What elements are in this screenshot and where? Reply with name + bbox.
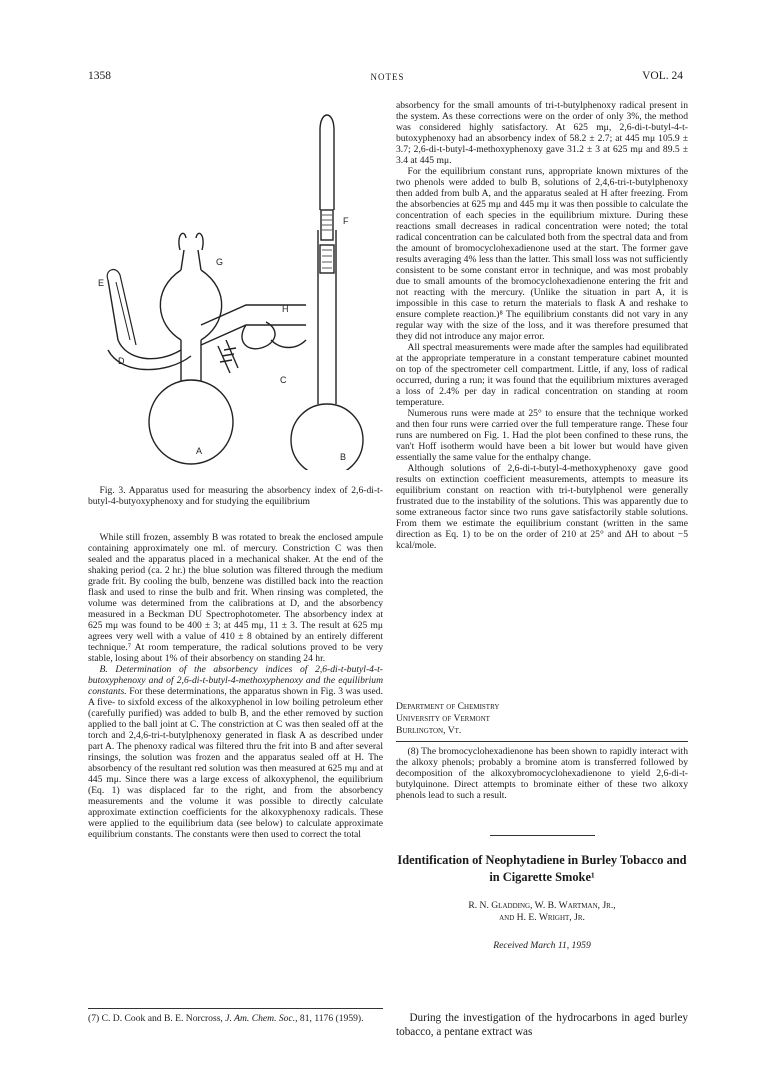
institution-address — [396, 701, 499, 737]
authors-line-2: and H. E. Wright, Jr. — [499, 912, 585, 923]
left-column — [88, 532, 383, 840]
department: Department of Chemistry — [396, 701, 500, 712]
label-b: B — [340, 452, 347, 462]
footnote-8 — [396, 746, 688, 801]
article-authors — [396, 900, 688, 924]
footnote-rule — [396, 741, 688, 742]
flask-b — [291, 404, 363, 470]
figure-caption: Fig. 3. Apparatus used for measuring the absorbency index of 2,6-di-t-butyl-4-butyoxyphenoxy and for studying the equilibrium — [88, 485, 383, 507]
label-a: A — [196, 446, 203, 456]
paragraph-body: For these determinations, the apparatus shown in Fig. 3 was used. A five- to sixfold excess of the alkoxyphenol in low boiling petroleum ether (carefully purified) was added to bulb B, and the ether removed by suction applied to the ball joint at C. The constriction at C was then sealed off at the torch and 2,4,6-tri-t-butylphenoxy generated in flask A as described under part A. The phenoxy radical was filtered thru the frit into B and after several rinsings, the solution was frozen and the apparatus sealed off at H. The absorbency of the resultant red solution was then measured at 625 mμ and at 445 mμ. Since there was a large excess of alkoxyphenol, the equilibrium (Eq. 1) was displaced far to the right, and from the absorbency measurements and the volume it was possible to directly calculate approximate extinction coefficients for the alkoxyphenoxy radicals. These were applied to the equilibrium data (see below) to calculate approximate equilibrium constants. The constants were then used to correct the total — [88, 686, 383, 840]
article-separator — [490, 835, 595, 836]
flask-b-neck — [318, 330, 336, 404]
label-h: H — [282, 304, 289, 314]
bulb-g — [160, 270, 221, 340]
apparatus-figure — [96, 100, 376, 470]
paragraph: For the equilibrium constant runs, appropriate known mixtures of the two phenols were added to bulb B, solutions of 2,4,6-tri-t-butylphenoxy then added from bulb A, and the apparatus sealed at H after freezing. From the absorbencies at 625 mμ and 445 mμ it was then possible to calculate the concentration of each species in the equilibrium mixture. During these reactions small decreases in radical concentration were noted; the total radical concentration can be calculated both from the spectral data and from the amount of bromocyclohexadienone used at the start. The former gave results averaging 4% less than the latter. This small loss was not sufficiently consistent to be some constant error in technique, and was most probably due to small amounts of the bromocyclohexadienone entering the frit and not reacting with the mercury. (Unlike the situation in part A, it is impossible in this case to return the materials to flask A and reshake to ensure complete reaction.)⁸ The equilibrium constants did not vary in any regular way with the size of the loss, and it was therefore presumed that they did not introduce any major error. — [396, 166, 688, 342]
article-first-paragraph: During the investigation of the hydrocarbons in aged burley tobacco, a pentane extract was — [396, 1012, 688, 1038]
paragraph — [88, 664, 383, 840]
footnote-journal: J. Am. Chem. Soc., — [225, 1013, 298, 1024]
article-title: Identification of Neophytadiene in Burley Tobacco and in Cigarette Smoke¹ — [397, 853, 687, 884]
paragraph: Although solutions of 2,6-di-t-butyl-4-methoxyphenoxy gave good results on extinction coefficient measurements, attempts to measure its equilibrium constant on reaction with tri-t-butylphenol were generally frustrated due to the instability of the solutions. This was apparently due to some extraneous factor since two runs gave satisfactorily stable solutions. From them we estimate the equilibrium constant (written in the same direction as Eq. 1) to be on the order of 210 at 25° and ΔH to about −5 kcal/mole. — [396, 463, 688, 551]
flask-a — [149, 380, 233, 464]
subsection-heading: B. Determination of the absorbency indices of 2,6-di-t-butyl-4-t-butoxyphenoxy and of 2,6-di-t-butyl-4-methoxyphenoxy and the equilibrium constants. — [88, 664, 383, 697]
label-d: D — [118, 356, 125, 366]
paragraph: absorbency for the small amounts of tri-t-butylphenoxy radical present in the system. As these corrections were on the order of only 3%, the method was considered highly satisfactory. At 625 mμ, 2,6-di-t-butyl-4-t-butoxyphenoxy had an absorbency index of 58.2 ± 2.7; at 445 mμ 105.9 ± 3.7; 2,6-di-t-butyl-4-methoxyphenoxy gave 31.2 ± 3 at 625 mμ and 89.5 ± 3.4 at 445 mμ. — [396, 100, 688, 166]
footnote-authors: (7) C. D. Cook and B. E. Norcross, — [88, 1013, 226, 1024]
label-c: C — [280, 375, 287, 385]
paragraph: While still frozen, assembly B was rotated to break the enclosed ampule containing approximately one ml. of mercury. Constriction C was then sealed and the apparatus placed in a mechanical shaker. At the end of the shaking period (ca. 2 hr.) the blue solution was filtered through the medium grade frit. By cooling the bulb, benzene was distilled back into the reaction flask and used to rinse the bulb and frit. When rinsing was completed, the volume was determined from the calibrations at D, and the absorbency measured in a Beckman DU Spectrophotometer. The absorbency index at 625 mμ was found to be 400 ± 3; at 445 mμ, 11 ± 3. The result at 625 mμ agrees very well with a value of 410 ± 8 obtained by an entirely different technique.⁷ At room temperature, the radical solutions proved to be very stable, losing about 1% of their absorbency on standing 24 hr. — [88, 532, 383, 664]
footnote-7 — [88, 1013, 383, 1024]
footnote-citation: 81, 1176 (1959). — [297, 1013, 364, 1024]
paragraph: All spectral measurements were made after the samples had equilibrated at the appropriate temperature in a constant temperature cabinet mounted on top of the spectrometer cell compartment. Little, if any, loss of radical occurred, during a run; it was found that the equilibrium mixtures averaged a loss of 2.4% per day in radical concentration on standing at room temperature. — [396, 342, 688, 408]
label-e: E — [98, 278, 105, 288]
paragraph: Numerous runs were made at 25° to ensure that the technique worked and then four runs were carried over the full temperature range. These four runs are numbered on Fig. 1. Had the plot been confined to these runs, the van't Hoff isotherm would have been a bit lower but would have given essentially the same value for the enthalpy change. — [396, 408, 688, 463]
running-head: NOTES — [370, 72, 405, 82]
right-column — [396, 100, 688, 551]
footnote-text: (8) The bromocyclohexadienone has been shown to rapidly interact with the alkoxy phenols; probably a bromine atom is transferred followed by decomposition of the alkoxybromocyclohexadienone to yield 2,6-di-t-butylquinone. Direct attempts to brominate either of these two alkoxy phenols lead to such a result. — [396, 746, 688, 801]
page-number: 1358 — [88, 70, 111, 82]
received-date: Received March 11, 1959 — [493, 940, 591, 951]
volume-number: VOL. 24 — [642, 70, 683, 82]
footnote-rule — [88, 1008, 383, 1009]
city: Burlington, Vt. — [396, 725, 462, 736]
label-g: G — [216, 257, 224, 267]
university: University of Vermont — [396, 713, 490, 724]
authors-line-1: R. N. Gladding, W. B. Wartman, Jr., — [468, 900, 616, 911]
label-f: F — [343, 216, 349, 226]
frit-c — [218, 340, 238, 373]
